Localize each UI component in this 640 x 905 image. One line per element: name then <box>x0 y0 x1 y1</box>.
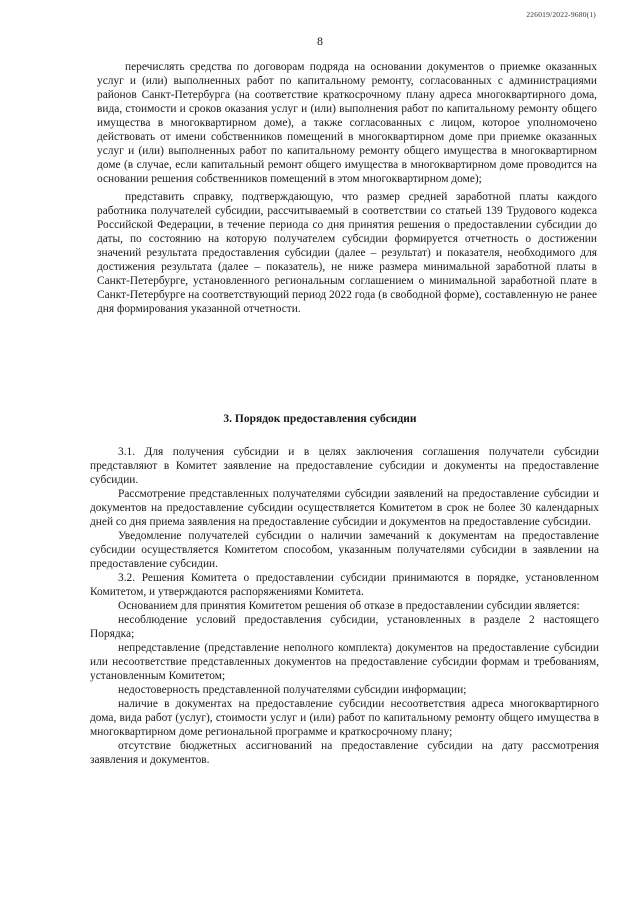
paragraph: 3.2. Решения Комитета о предоставлении субсидии принимаются в порядке, установленном Комитетом, и утверждаются распоряжениями Комитета. <box>90 572 599 598</box>
paragraph: наличие в документах на предоставление субсидии несоответствия адреса многоквартирного дома, вида работ (услуг), стоимости услуг и (или) работ по капитальному ремонту общего имущества в многоквартирном доме региональной программе и краткосрочному плану; <box>90 698 599 738</box>
section-title: 3. Порядок предоставления субсидии <box>223 413 417 425</box>
paragraph: несоблюдение условий предоставления субсидии, установленных в разделе 2 настоящего Порядка; <box>90 614 599 640</box>
paragraph: перечислять средства по договорам подряда на основании документов о приемке оказанных услуг и (или) выполненных работ по капитальному ремонту, согласованных с администрациями районов Санкт-Петербурга (на соответствие краткосрочному плану адреса многоквартирного дома, вида, стоимости и сроков оказания услуг и (или) выполнения работ по капитальному ремонту общего имущества в многоквартирном доме), а также согласованных с лицом, которое уполномочено действовать от имени собственников помещений в многоквартирном доме при приемке оказанных услуг и (или) выполненных работ по капитальному ремонту общего имущества в многоквартирном доме (в случае, если капитальный ремонт общего имущества в многоквартирном доме проводится на основании решения собственников помещений в этом многоквартирном доме); <box>97 61 597 185</box>
paragraph: недостоверность представленной получателями субсидии информации; <box>118 684 467 696</box>
paragraph: представить справку, подтверждающую, что размер средней заработной платы каждого работника получателей субсидии, рассчитываемый в соответствии со статьей 139 Трудового кодекса Российской Федерации, в течение периода со дня принятия решения о предоставлении субсидии до даты, по состоянию на которую получателем субсидии формируется отчетность о достижении значений результата предоставления субсидии (далее – результат) и показателя, необходимого для достижения результата (далее – показатель), не ниже размера минимальной заработной платы в Санкт-Петербурге, установленного региональным соглашением о минимальной заработной плате в Санкт-Петербурге на соответствующий период 2022 года (в свободной форме), составленную не ранее дня формирования указанной отчетности. <box>97 191 597 315</box>
paragraph: 3.1. Для получения субсидии и в целях заключения соглашения получатели субсидии представляют в Комитет заявление на предоставление субсидии и документы на предоставление субсидии. <box>90 446 599 486</box>
paragraph: отсутствие бюджетных ассигнований на предоставление субсидии на дату рассмотрения заявления и документов. <box>90 740 599 766</box>
paragraph: непредставление (представление неполного комплекта) документов на предоставление субсидии или несоответствие представленных документов на предоставление субсидии формам и требованиям, установленным Комитетом; <box>90 642 599 682</box>
section-paragraphs <box>90 445 599 767</box>
top-paragraphs <box>97 60 597 316</box>
paragraph: Уведомление получателей субсидии о наличии замечаний к документам на предоставление субсидии осуществляется Комитетом способом, указанным получателями субсидии в заявлении на предоставление субсидии. <box>90 530 599 570</box>
document-reference-number: 226019/2022-9680(1) <box>526 10 596 19</box>
paragraph: Основанием для принятия Комитетом решения об отказе в предоставлении субсидии является: <box>118 600 580 612</box>
page-number: 8 <box>317 34 323 48</box>
paragraph: Рассмотрение представленных получателями субсидии заявлений на предоставление субсидии и документов на предоставление субсидии осуществляется Комитетом в срок не более 30 календарных дней со дня приема заявления на предоставление субсидии и документов на предоставление субсидии. <box>90 488 599 528</box>
